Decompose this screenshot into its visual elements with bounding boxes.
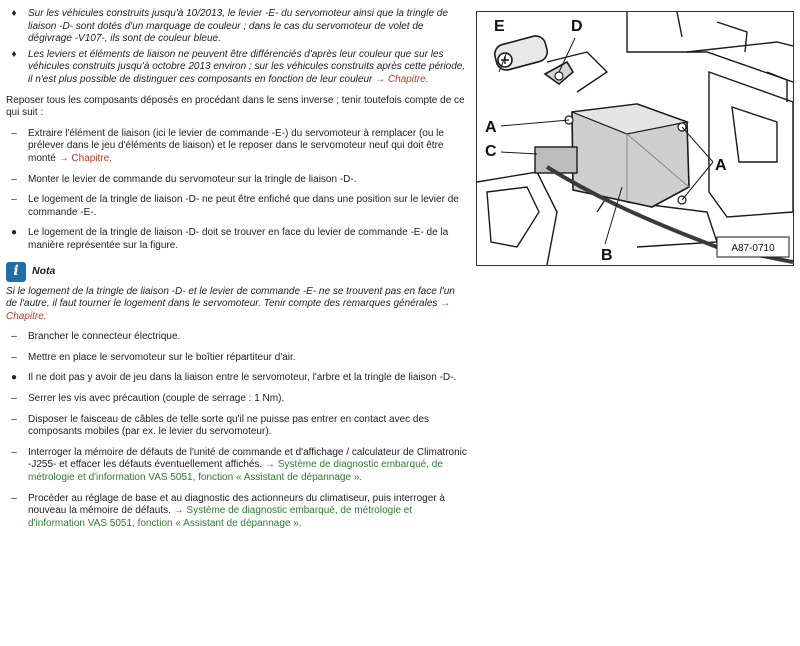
diamond-bullet-icon: ♦ bbox=[11, 48, 17, 60]
check-housing-facing bbox=[6, 227, 468, 252]
nota-title: Nota bbox=[32, 265, 56, 278]
dot-bullet-icon: ● bbox=[10, 227, 18, 239]
intro-paragraph: Reposer tous les composants déposés en procédant dans le sens inverse ; tenir toutefois compte de ce qui suit : bbox=[6, 94, 465, 119]
step-housing-position-text: Le logement de la tringle de liaison -D- ne peut être enfiché que dans une position sur le levier de commande -E-. bbox=[28, 194, 459, 218]
chapter-link[interactable]: → Chapitre. bbox=[6, 298, 451, 322]
label-b: B bbox=[601, 247, 613, 264]
dash-marker: – bbox=[11, 492, 17, 504]
text-column bbox=[6, 8, 468, 530]
nota-text bbox=[6, 286, 468, 324]
dash-marker: – bbox=[11, 194, 17, 206]
chapter-link[interactable]: → Chapitre. bbox=[58, 152, 112, 164]
check-no-play-text: Il ne doit pas y avoir de jeu dans la liaison entre le servomoteur, l'arbre et la tringle de liaison -D-. bbox=[28, 372, 457, 384]
step-wiring-harness-text: Disposer le faisceau de câbles de telle sorte qu'il ne puisse pas entrer en contact avec des composants mobiles (par ex. le levier du servomoteur). bbox=[28, 413, 430, 438]
servomotor-body bbox=[565, 104, 689, 207]
link-rod-d bbox=[545, 62, 573, 84]
diagnostic-system-link[interactable]: → Système de diagnostic embarqué, de métrologie et d'information VAS 5051, fonction « Assistant de dépannage ». bbox=[28, 459, 443, 484]
dash-marker: – bbox=[11, 127, 17, 139]
step-extract-text: Extraire l'élément de liaison (ici le levier de commande -E-) du servomoteur à remplacer (ou le prélever dans le jeu d'éléments de liaison) et le reposer dans le servomoteur neuf qui doit être monté bbox=[28, 127, 444, 164]
step-connector bbox=[6, 331, 468, 344]
check-no-play bbox=[6, 372, 468, 385]
step-basic-setting bbox=[6, 493, 468, 531]
dash-marker: – bbox=[11, 173, 17, 185]
step-read-fault-memory bbox=[6, 447, 468, 485]
step-basic-setting-text: Procéder au réglage de base et au diagnostic des actionneurs du climatiseur, puis interroger à nouveau la mémoire de défauts. bbox=[28, 492, 445, 517]
step-housing-position bbox=[6, 194, 468, 219]
note-bullet-2-text: Les leviers et éléments de liaison ne peuvent être différenciés d'après leur couleur que sur les véhicules construits jusqu'à octobre 2013 environ ; sur les véhicules construits après cette période, il n'est plus possible de distinguer ces composants en fonction de leur couleur bbox=[28, 48, 466, 85]
nota-body: Si le logement de la tringle de liaison -D- et le levier de commande -E- ne se trouvent pas en face l'un de l'autre, il faut tourner le logement dans le servomoteur. Tenir compte des remarques générales bbox=[6, 285, 455, 310]
step-tighten-screws-text: Serrer les vis avec précaution (couple de serrage : 1 Nm). bbox=[28, 393, 285, 405]
label-a-left: A bbox=[485, 119, 497, 136]
diamond-bullet-icon: ♦ bbox=[11, 8, 17, 19]
step-tighten-screws bbox=[6, 393, 468, 406]
step-install-motor bbox=[6, 352, 468, 365]
servomotor-illustration bbox=[477, 12, 793, 265]
label-c: C bbox=[485, 143, 497, 160]
dash-marker: – bbox=[11, 331, 17, 343]
step-connector-text: Brancher le connecteur électrique. bbox=[28, 331, 181, 343]
note-bullet-2 bbox=[6, 49, 468, 87]
step-install-motor-text: Mettre en place le servomoteur sur le boîtier répartiteur d'air. bbox=[28, 351, 296, 363]
chapter-link[interactable]: → Chapitre. bbox=[375, 73, 429, 85]
label-e: E bbox=[494, 18, 505, 35]
note-bullet-1 bbox=[6, 8, 468, 46]
dash-marker: – bbox=[11, 393, 17, 405]
connector-c bbox=[535, 147, 577, 173]
step-mount-lever-text: Monter le levier de commande du servomoteur sur la tringle de liaison -D-. bbox=[28, 173, 357, 185]
diagnostic-system-link[interactable]: → Système de diagnostic embarqué, de métrologie et d'information VAS 5051, fonction « Assistant de dépannage ». bbox=[28, 505, 413, 529]
step-wiring-harness bbox=[6, 414, 468, 439]
label-a-right: A bbox=[715, 157, 727, 174]
dash-marker: – bbox=[11, 446, 17, 458]
step-extract bbox=[6, 128, 468, 166]
info-icon: i bbox=[6, 262, 26, 282]
nota-header bbox=[6, 261, 468, 283]
servomotor-figure bbox=[476, 11, 794, 266]
note-bullet-1-text: Sur les véhicules construits jusqu'à 10/2013, le levier -E- du servomoteur ainsi que la tringle de liaison -D- sont dotés d'un marquage de couleur ; dans le cas du servomoteur de volet de dégivrage -V107-, ils sont de couleur bleue. bbox=[28, 8, 448, 45]
dot-bullet-icon: ● bbox=[10, 372, 18, 384]
step-mount-lever bbox=[6, 174, 468, 187]
figure-ref: A87-0710 bbox=[731, 243, 775, 254]
label-d: D bbox=[571, 18, 583, 35]
step-read-fault-memory-text: Interroger la mémoire de défauts de l'unité de commande et d'affichage / calculateur de Climatronic -J255- et effacer les défauts éventuellement affichés. bbox=[28, 446, 467, 471]
dash-marker: – bbox=[11, 351, 17, 363]
check-housing-facing-text: Le logement de la tringle de liaison -D- doit se trouver en face du levier de commande -E- de la manière représentée sur la figure. bbox=[28, 227, 449, 251]
dash-marker: – bbox=[11, 413, 17, 425]
